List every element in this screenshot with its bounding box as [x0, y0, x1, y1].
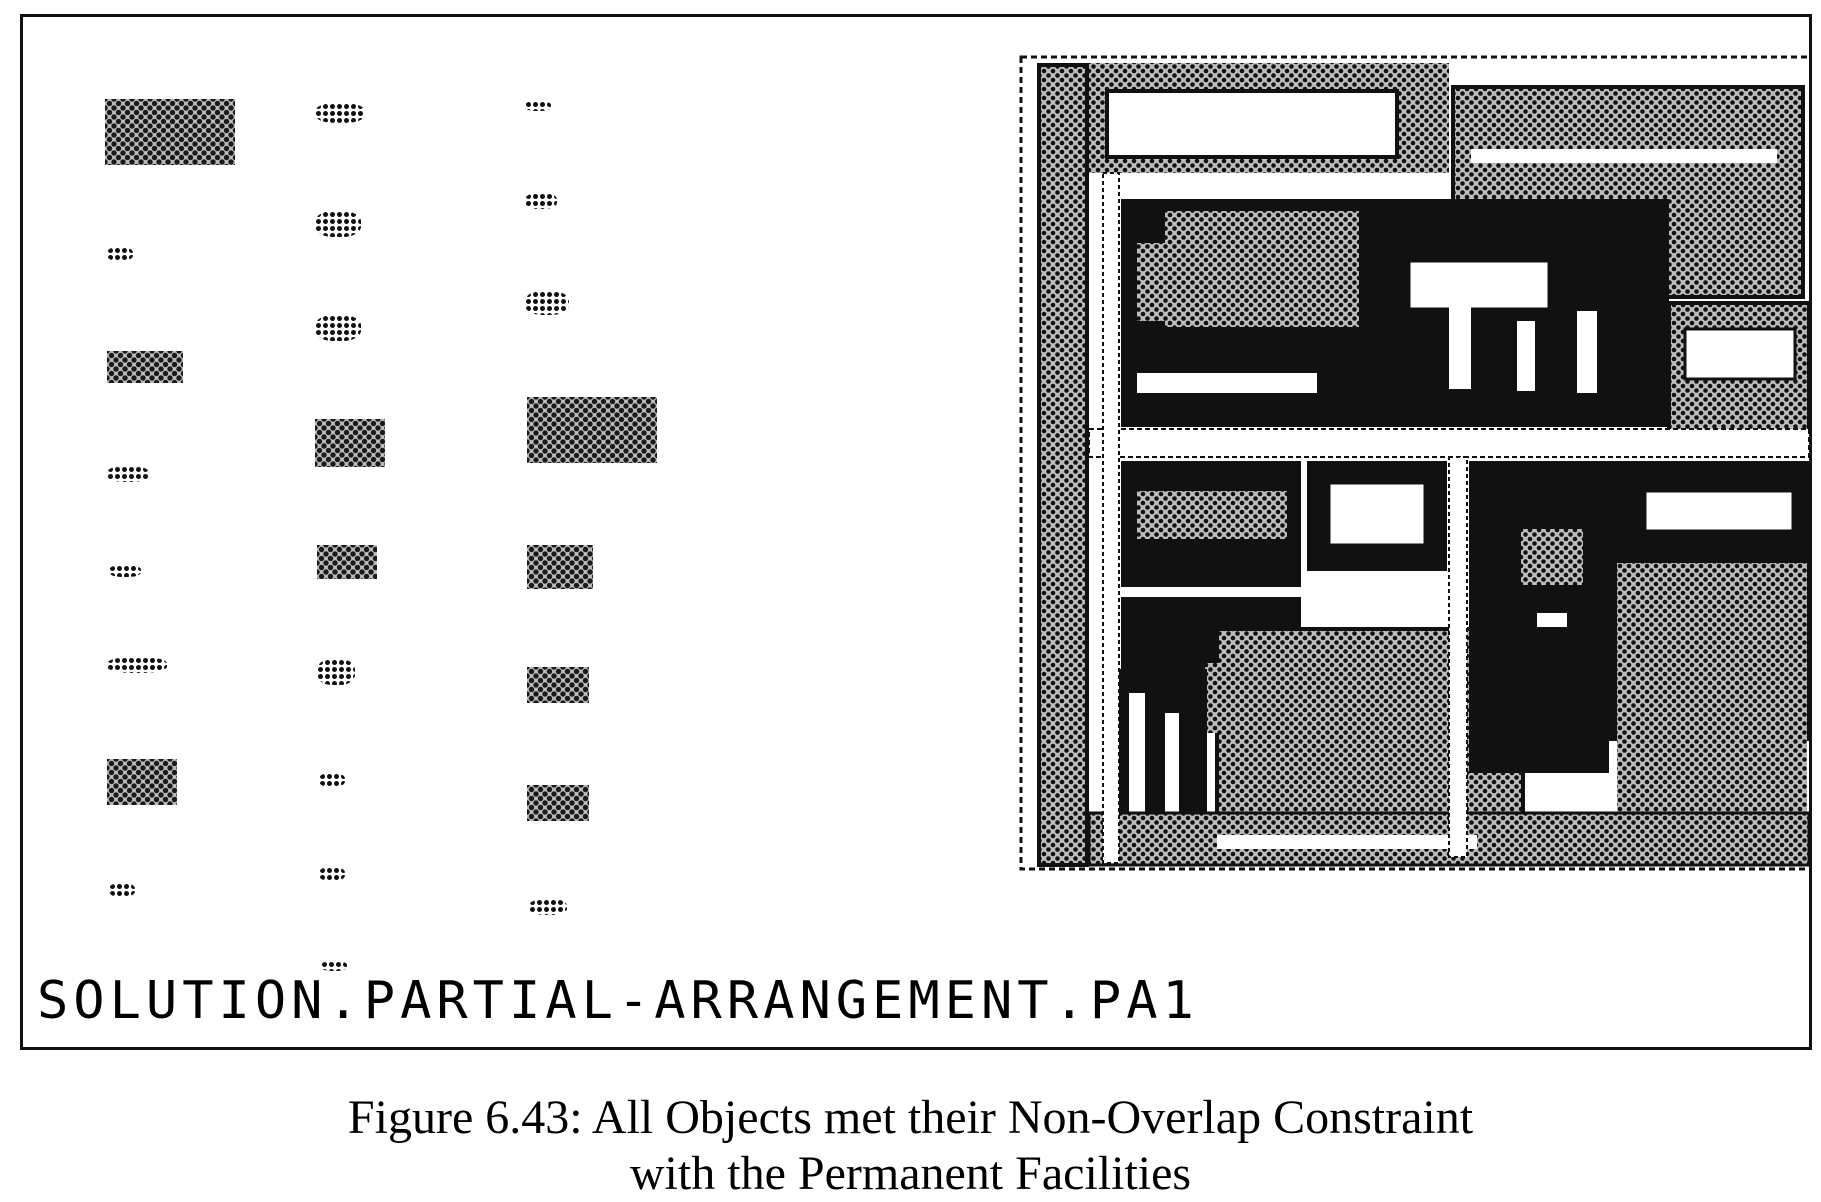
object-block — [315, 315, 361, 341]
object-block — [321, 961, 347, 971]
caption-line-1: Figure 6.43: All Objects met their Non-Overlap Constraint — [347, 1091, 1474, 1144]
object-block — [105, 99, 235, 165]
object-block — [317, 545, 377, 579]
object-block — [107, 351, 183, 383]
object-block — [109, 883, 135, 897]
object-block — [529, 899, 567, 915]
object-block — [315, 211, 361, 237]
object-block — [527, 545, 593, 589]
object-block — [107, 759, 177, 805]
facility-layout-plot — [1017, 53, 1812, 879]
object-block — [107, 657, 167, 673]
object-block — [525, 101, 551, 111]
figure-frame — [20, 14, 1812, 1050]
object-block — [319, 867, 345, 881]
object-block — [527, 785, 589, 821]
object-block — [315, 103, 365, 123]
object-block — [107, 466, 149, 482]
object-block — [109, 565, 141, 577]
object-block — [317, 659, 355, 685]
object-block — [107, 247, 133, 261]
object-block — [527, 667, 589, 703]
solution-label: SOLUTION.PARTIAL-ARRANGEMENT.PA1 — [37, 971, 1199, 1031]
figure-caption — [0, 1090, 1821, 1202]
object-block — [319, 773, 345, 787]
caption-line-2: with the Permanent Facilities — [629, 1147, 1192, 1200]
object-block — [315, 419, 385, 467]
object-block — [525, 291, 569, 315]
object-block — [525, 193, 557, 209]
object-block — [527, 397, 657, 463]
